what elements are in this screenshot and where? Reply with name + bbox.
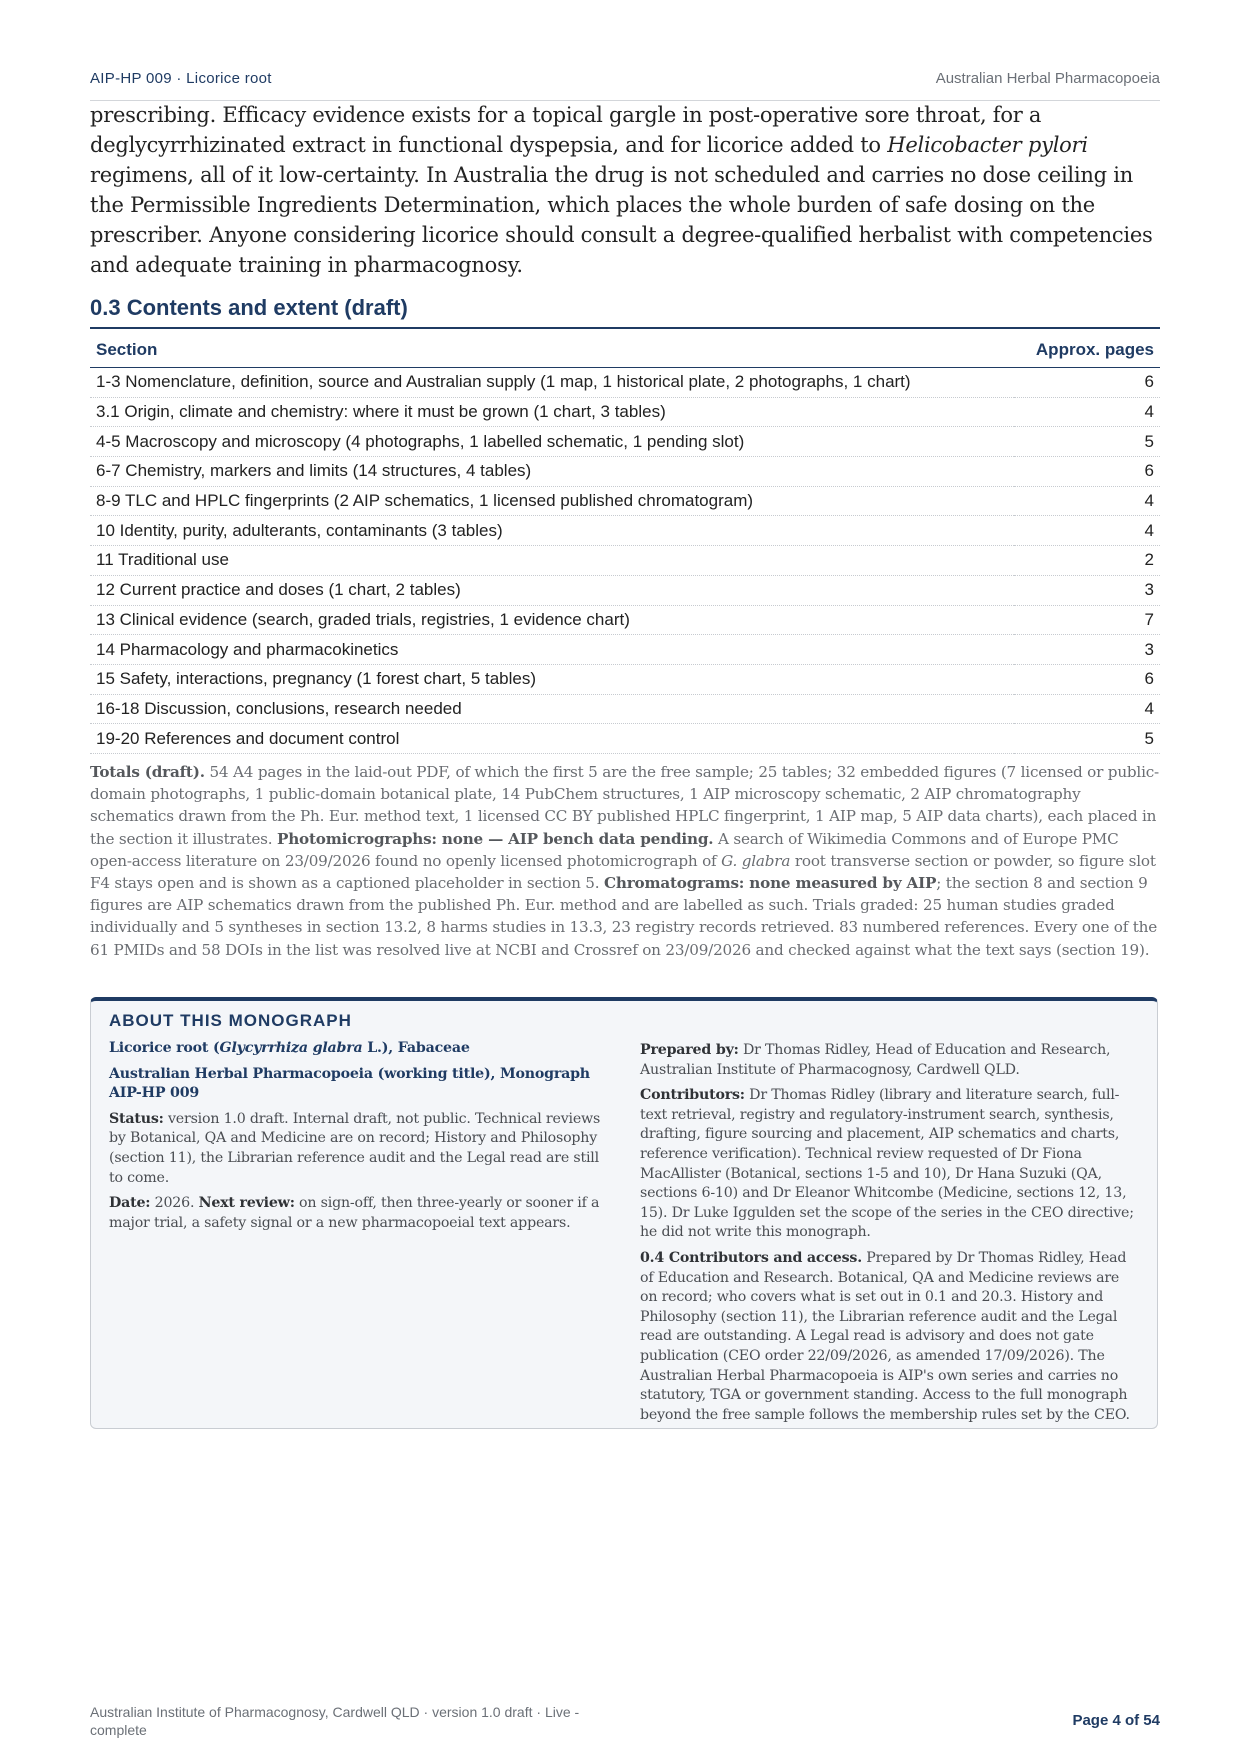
totals-label: Totals (draft). — [90, 763, 205, 781]
table-row — [90, 516, 1160, 546]
pages-cell: 3 — [1014, 575, 1160, 605]
photomicrographs-note: Photomicrographs: none — AIP bench data pending. — [277, 829, 714, 848]
section-cell: 13 Clinical evidence (search, graded trials, registries, 1 evidence chart) — [90, 605, 1014, 635]
section-cell: 1-3 Nomenclature, definition, source and Australian supply (1 map, 1 historical plate, 2 photographs, 1 chart) — [90, 368, 1014, 398]
monograph-family: L.), Fabaceae — [362, 1040, 470, 1056]
table-row — [90, 427, 1160, 457]
running-header — [90, 70, 1160, 101]
section-cell: 6-7 Chemistry, markers and limits (14 structures, 4 tables) — [90, 457, 1014, 487]
pages-cell: 4 — [1014, 397, 1160, 427]
prepared-label: Prepared by: — [640, 1042, 739, 1058]
section-cell: 14 Pharmacology and pharmacokinetics — [90, 635, 1014, 665]
section-cell: 12 Current practice and doses (1 chart, 2 tables) — [90, 575, 1014, 605]
totals-paragraph — [90, 761, 1160, 961]
table-row — [90, 724, 1160, 754]
monograph-name — [109, 1039, 611, 1059]
col-header-pages: Approx. pages — [1014, 333, 1160, 368]
section-cell: 3.1 Origin, climate and chemistry: where it must be grown (1 chart, 3 tables) — [90, 397, 1014, 427]
table-row — [90, 694, 1160, 724]
totals-text: ; the section 8 and section 9 figures are AIP schematics drawn from the published Ph. Eur. method and are labelled as such. Trials graded: 25 human studies graded individually and 5 syntheses in section 13.2, 8 harms studies in 13.3, 23 registry records retrieved. 83 numbered references. Every one of the 61 PMIDs and 58 DOIs in the list was resolved live at NCBI and Crossref on 23/09/2026 and checked against what the text says (section 19). — [90, 874, 1158, 959]
table-row — [90, 457, 1160, 487]
contributors-label: Contributors: — [640, 1087, 745, 1104]
footer-institute: Australian Institute of Pharmacognosy, Cardwell QLD · version 1.0 draft · Live - complete — [90, 1704, 580, 1738]
monograph-species: Glycyrrhiza glabra — [219, 1040, 363, 1056]
totals-text: A search of Wikimedia Commons and of Europe PMC open-access literature on 23/09/2026 found no openly licensed photomicrograph of — [90, 829, 1119, 870]
pages-cell: 5 — [1014, 724, 1160, 754]
totals-text: root transverse section or powder, so figure slot F4 stays open and is shown as a captioned placeholder in section 5. — [90, 851, 1156, 893]
date-label: Date: — [109, 1195, 151, 1212]
monograph-series: Australian Herbal Pharmacopoeia (working title), Monograph AIP-HP 009 — [109, 1065, 590, 1102]
pages-cell: 4 — [1014, 516, 1160, 546]
review-text: on sign-off, then three-yearly or sooner if a major trial, a safety signal or a new pharmacopoeial text appears. — [109, 1195, 600, 1231]
section-cell: 19-20 References and document control — [90, 724, 1014, 754]
table-row — [90, 486, 1160, 516]
status-line — [109, 1110, 611, 1188]
body-text: prescribing. Efficacy evidence exists for a topical gargle in post-operative sore throat, for a deglycyrrhizinated extract in functional dyspepsia, and for licorice added to — [90, 103, 1042, 157]
section-cell: 4-5 Macroscopy and microscopy (4 photographs, 1 labelled schematic, 1 pending slot) — [90, 427, 1014, 457]
about-left-column — [109, 1039, 611, 1239]
table-header-row — [90, 333, 1160, 368]
pages-cell: 2 — [1014, 546, 1160, 576]
page-number: Page 4 of 54 — [1072, 1712, 1160, 1729]
pages-cell: 6 — [1014, 368, 1160, 398]
access-text: Prepared by Dr Thomas Ridley, Head of Education and Research. Botanical, QA and Medicine reviews are on record; who covers what is set out in 0.1 and 20.3. History and Philosophy (section 11), the Librarian reference audit and the Legal read are outstanding. A Legal read is advisory and does not gate publication (CEO order 22/09/2026, as amended 17/09/2026). The Australian Herbal Pharmacopoeia is AIP's own series and carries no statutory, TGA or government standing. Access to the full monograph beyond the free sample follows the membership rules set by the CEO. — [640, 1249, 1130, 1423]
date-text: 2026. — [150, 1195, 199, 1212]
prepared-line — [640, 1041, 1140, 1080]
table-row — [90, 546, 1160, 576]
table-row — [90, 368, 1160, 398]
section-cell: 16-18 Discussion, conclusions, research needed — [90, 694, 1014, 724]
contributors-text: Dr Thomas Ridley (library and literature search, full-text retrieval, registry and regulatory-instrument search, synthesis, drafting, figure sourcing and placement, AIP schematics and charts, reference verification). Technical review requested of Dr Fiona MacAllister (Botanical, sections 1-5 and 10), Dr Hana Suzuki (QA, sections 6-10) and Dr Eleanor Whitcombe (Medicine, sections 12, 13, 15). Dr Luke Iggulden set the scope of the series in the CEO directive; he did not write this monograph. — [640, 1087, 1134, 1241]
contents-table — [90, 333, 1160, 754]
section-cell: 15 Safety, interactions, pregnancy (1 forest chart, 5 tables) — [90, 664, 1014, 694]
body-paragraph — [90, 100, 1160, 280]
col-header-section: Section — [90, 333, 1014, 368]
review-label: Next review: — [198, 1195, 295, 1212]
about-monograph-box — [90, 997, 1158, 1429]
contents-table-body — [90, 368, 1160, 754]
pages-cell: 6 — [1014, 457, 1160, 487]
table-row — [90, 575, 1160, 605]
pages-cell: 5 — [1014, 427, 1160, 457]
access-label: 0.4 Contributors and access. — [640, 1249, 862, 1266]
header-monograph-id: AIP-HP 009 · Licorice root — [90, 70, 272, 87]
pages-cell: 6 — [1014, 664, 1160, 694]
document-page — [90, 0, 1160, 1755]
species-italic: G. glabra — [721, 851, 791, 870]
table-row — [90, 635, 1160, 665]
header-publication: Australian Herbal Pharmacopoeia — [935, 70, 1160, 87]
totals-text: 54 A4 pages in the laid-out PDF, of which the first 5 are the free sample; 25 tables; 32 embedded figures (7 licensed or public-domain photographs, 1 public-domain botanical plate, 14 PubChem structures, 1 AIP microscopy schematic, 2 AIP chromatography schematics drawn from the Ph. Eur. method text, 1 licensed CC BY published HPLC fingerprint, 1 AIP map, 5 AIP data charts), each placed in the section it illustrates. — [90, 763, 1159, 848]
body-text-cont: regimens, all of it low-certainty. In Australia the drug is not scheduled and carries no dose ceiling in the Permissible Ingredients Determination, which places the whole burden of safe dosing on the prescriber. Anyone considering licorice should consult a degree-qualified herbalist with competencies and adequate training in pharmacognosy. — [90, 163, 1153, 277]
pages-cell: 3 — [1014, 635, 1160, 665]
section-cell: 8-9 TLC and HPLC fingerprints (2 AIP schematics, 1 licensed published chromatogram) — [90, 486, 1014, 516]
body-italic: Helicobacter pylori — [887, 133, 1088, 157]
table-row — [90, 605, 1160, 635]
about-title: ABOUT THIS MONOGRAPH — [109, 1011, 352, 1030]
access-line — [640, 1249, 1140, 1425]
section-cell: 11 Traditional use — [90, 546, 1014, 576]
date-line — [109, 1194, 611, 1233]
prepared-text: Dr Thomas Ridley, Head of Education and Research, Australian Institute of Pharmacognosy, Cardwell QLD. — [640, 1042, 1111, 1078]
about-right-column — [640, 1041, 1140, 1431]
table-row — [90, 397, 1160, 427]
chromatograms-note: Chromatograms: none measured by AIP — [604, 874, 937, 893]
status-label: Status: — [109, 1110, 164, 1127]
section-cell: 10 Identity, purity, adulterants, contaminants (3 tables) — [90, 516, 1014, 546]
section-heading: 0.3 Contents and extent (draft) — [90, 295, 1160, 329]
pages-cell: 4 — [1014, 694, 1160, 724]
contributors-line — [640, 1086, 1140, 1243]
status-text: version 1.0 draft. Internal draft, not public. Technical reviews by Botanical, QA and Medicine are on record; History and Philosophy (section 11), the Librarian reference audit and the Legal read are still to come. — [109, 1110, 601, 1186]
monograph-name-text: Licorice root ( — [109, 1040, 220, 1056]
pages-cell: 7 — [1014, 605, 1160, 635]
pages-cell: 4 — [1014, 486, 1160, 516]
table-row — [90, 664, 1160, 694]
